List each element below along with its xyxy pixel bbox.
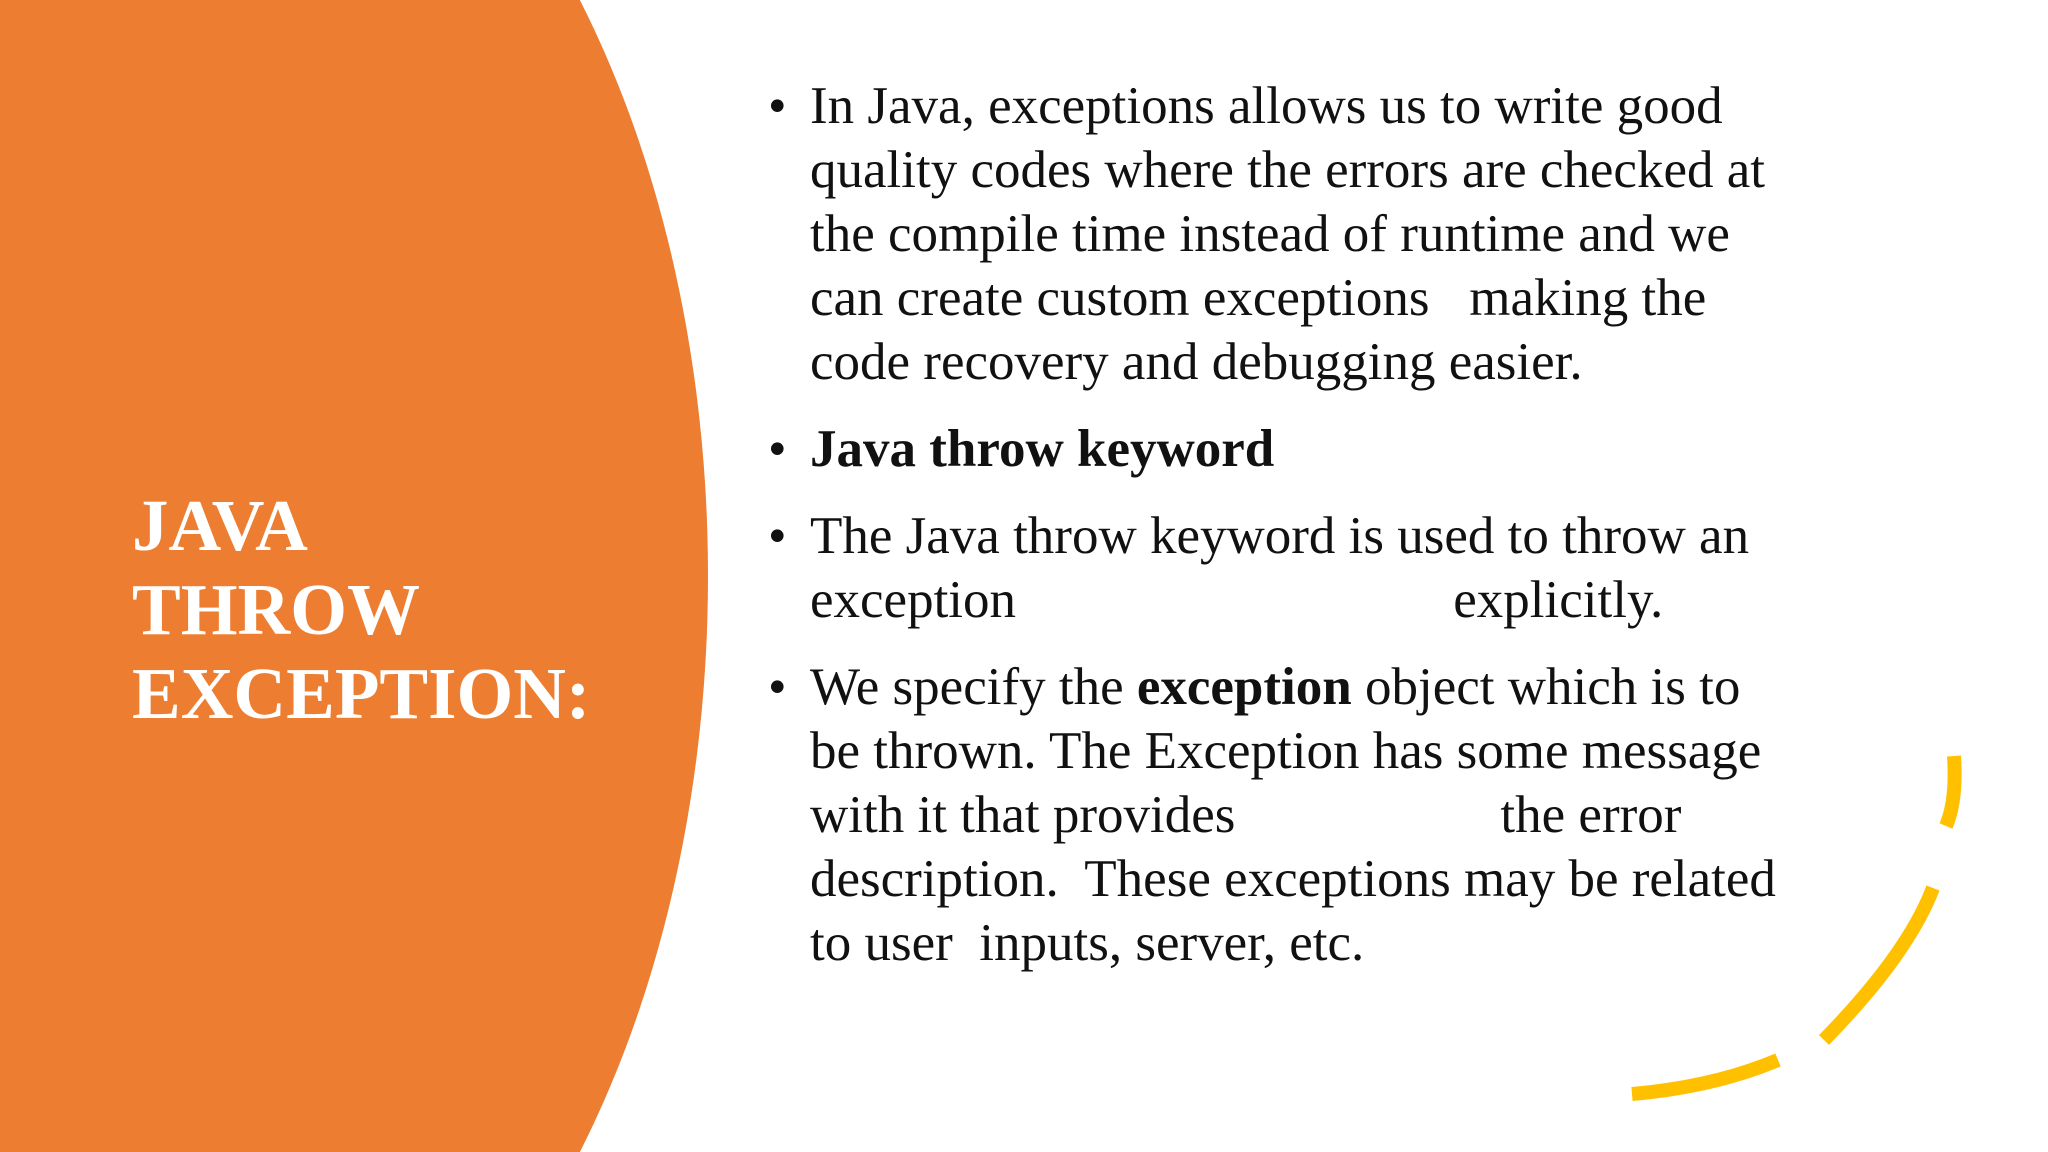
- bullet-text-line: quality codes where the errors are checked at: [810, 141, 1765, 199]
- bullet-text-line: with it that provides the error: [810, 786, 1682, 844]
- bullet-text-segment: object which is to: [1351, 658, 1741, 716]
- arc-segment: [1946, 756, 1955, 826]
- dashed-arc-decoration: [1580, 740, 2020, 1140]
- arc-segment: [1632, 1060, 1778, 1094]
- bullet-text-line: the compile time instead of runtime and we: [810, 205, 1730, 263]
- bullet-item-exceptions-intro: [768, 74, 1898, 394]
- bullet-text-line: description. These exceptions may be related: [810, 850, 1776, 908]
- bullet-item-throw-definition: [768, 504, 1898, 632]
- slide-title: [132, 484, 692, 736]
- bullet-item-throw-keyword-heading: [768, 417, 1898, 481]
- title-line: JAVA: [132, 485, 308, 566]
- bullet-text-line: • The Java throw keyword is used to throw an: [810, 507, 1750, 565]
- bullet-text-line: be thrown. The Exception has some message: [810, 722, 1762, 780]
- bullet-text-line: to user inputs, server, etc.: [810, 914, 1365, 972]
- bullet-text-line: exception explicitly.: [810, 571, 1664, 629]
- bullet-text-line: [810, 655, 1898, 719]
- bullet-bold-term: exception: [1136, 658, 1352, 716]
- bullet-text-line: can create custom exceptions making the: [810, 269, 1707, 327]
- bullet-text-line: • In Java, exceptions allows us to write good: [810, 77, 1723, 135]
- bullet-heading-text: • Java throw keyword: [810, 420, 1275, 478]
- title-line: THROW: [132, 569, 420, 650]
- bullet-text-line: code recovery and debugging easier.: [810, 333, 1583, 391]
- arc-segment: [1824, 888, 1933, 1040]
- bullet-text-segment: We specify the: [810, 658, 1137, 716]
- title-line: EXCEPTION:: [132, 653, 591, 734]
